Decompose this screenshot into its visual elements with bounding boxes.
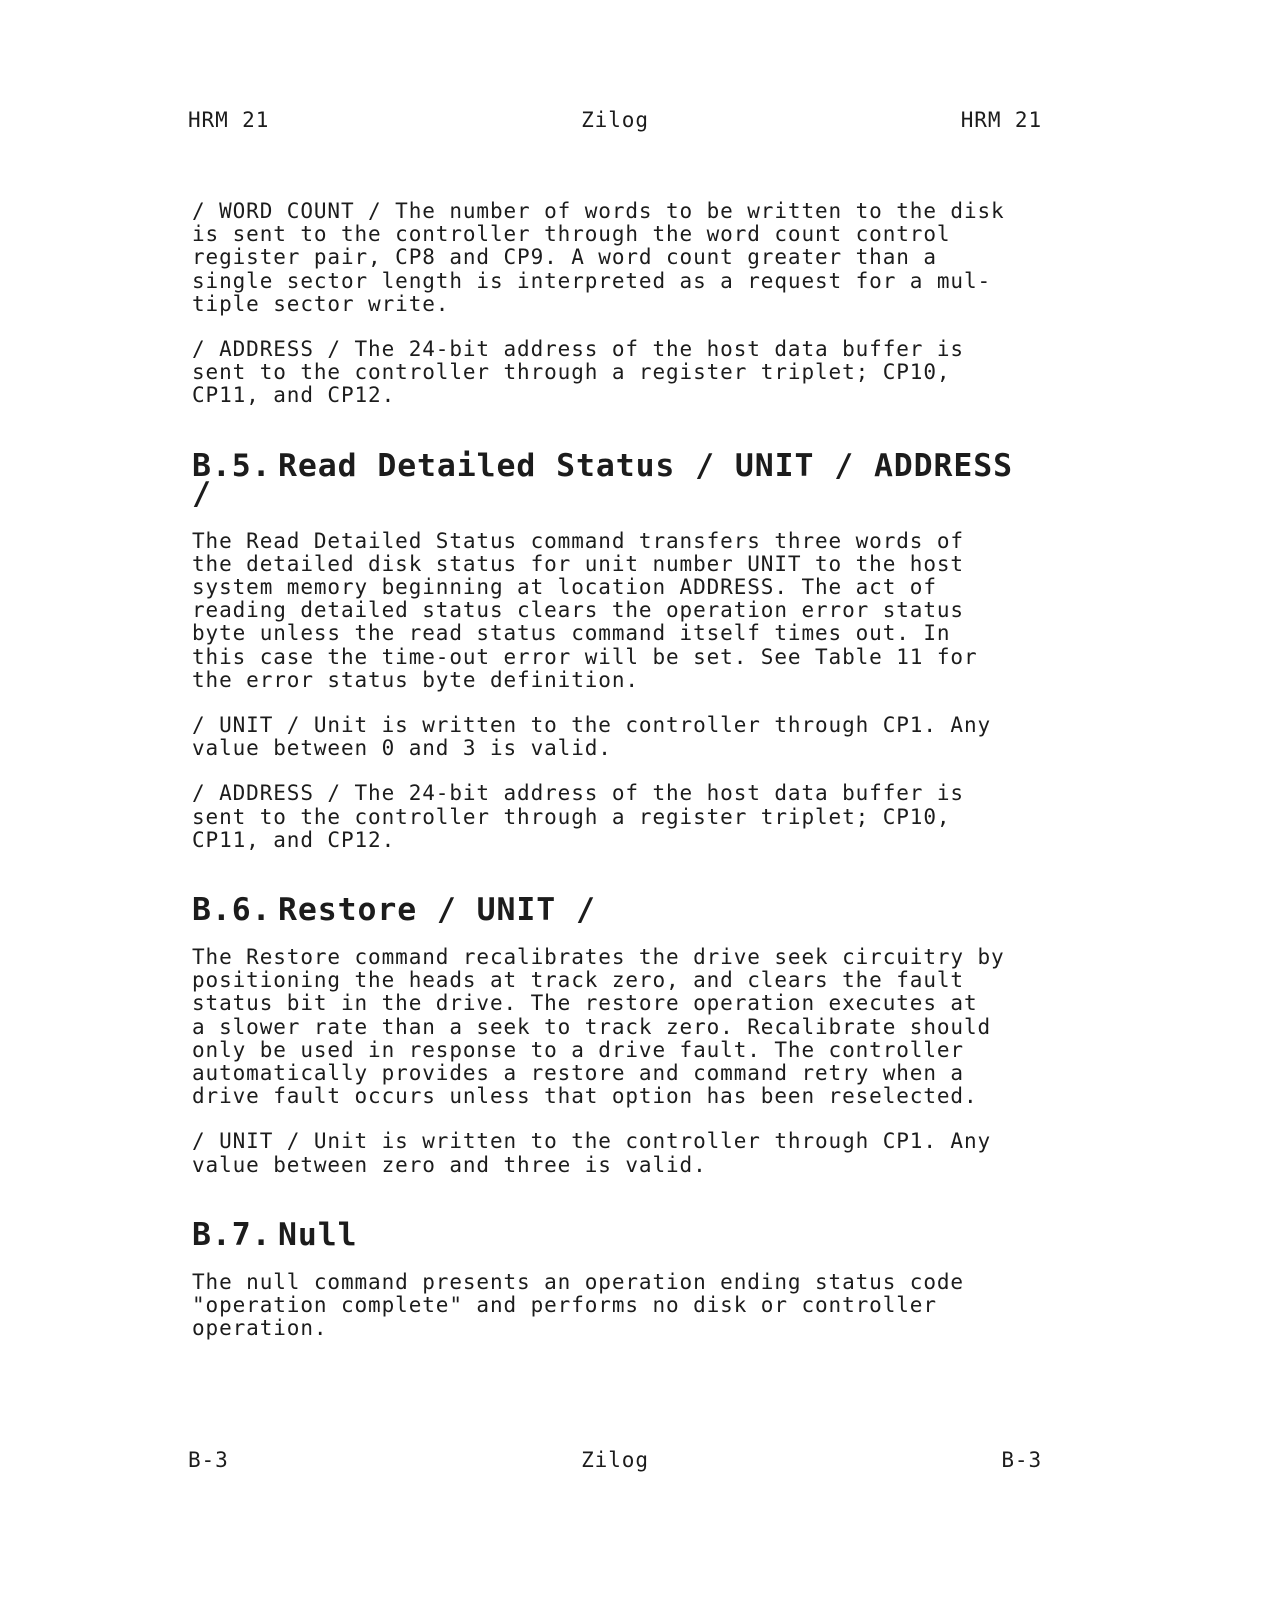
unit-paragraph: / UNIT / Unit is written to the controller through CP1. Any value between zero and three is valid. <box>192 1129 992 1177</box>
unit-paragraph: / UNIT / Unit is written to the controller through CP1. Any value between 0 and 3 is valid. <box>192 713 992 761</box>
header-left-label: HRM 21 <box>188 108 270 132</box>
word-count-paragraph: / WORD COUNT / The number of words to be written to the disk is sent to the controller through the word count control register pair, CP8 and CP9. A word count greater than a single sector length is interpreted as a request for a mul- tiple sector write. <box>192 199 1005 316</box>
section-title: Read Detailed Status / UNIT / ADDRESS / <box>192 447 1013 512</box>
read-status-paragraph: The Read Detailed Status command transfers three words of the detailed disk status for unit number UNIT to the host system memory beginning at location ADDRESS. The act of reading detailed status clears the operation error status byte unless the read status command itself times out. In this case the time-out error will be set. See Table 11 for the error status byte definition. <box>192 528 978 692</box>
footer-left-label: B-3 <box>188 1448 229 1472</box>
footer-right-label: B-3 <box>1001 1448 1042 1472</box>
section-number: B.6. <box>192 892 272 929</box>
header-right-label: HRM 21 <box>960 108 1042 132</box>
page-header <box>188 108 1042 136</box>
section-number: B.5. <box>192 447 272 484</box>
section-title: Restore / UNIT / <box>278 892 596 929</box>
null-command-paragraph: The null command presents an operation ending status code "operation complete" and performs no disk or controller operation. <box>192 1269 964 1341</box>
footer-center-label: Zilog <box>581 1448 649 1472</box>
section-heading-b5 <box>192 447 1044 512</box>
page-body <box>192 200 1044 1341</box>
address-paragraph: / ADDRESS / The 24-bit address of the host data buffer is sent to the controller through a register triplet; CP10, CP11, and CP12. <box>192 781 964 852</box>
section-number: B.7. <box>192 1216 272 1253</box>
header-center-label: Zilog <box>581 108 649 132</box>
address-paragraph: / ADDRESS / The 24-bit address of the host data buffer is sent to the controller through a register triplet; CP10, CP11, and CP12. <box>192 337 964 408</box>
section-heading-b7 <box>192 1216 1044 1253</box>
page-footer <box>188 1448 1042 1476</box>
section-heading-b6 <box>192 892 1044 929</box>
section-title: Null <box>278 1216 358 1253</box>
restore-paragraph: The Restore command recalibrates the drive seek circuitry by positioning the heads at track zero, and clears the fault status bit in the drive. The restore operation executes at a slower rate than a seek to track zero. Recalibrate should only be used in response to a drive fault. The controller automatically provides a restore and command retry when a drive fault occurs unless that option has been reselected. <box>192 945 1005 1109</box>
